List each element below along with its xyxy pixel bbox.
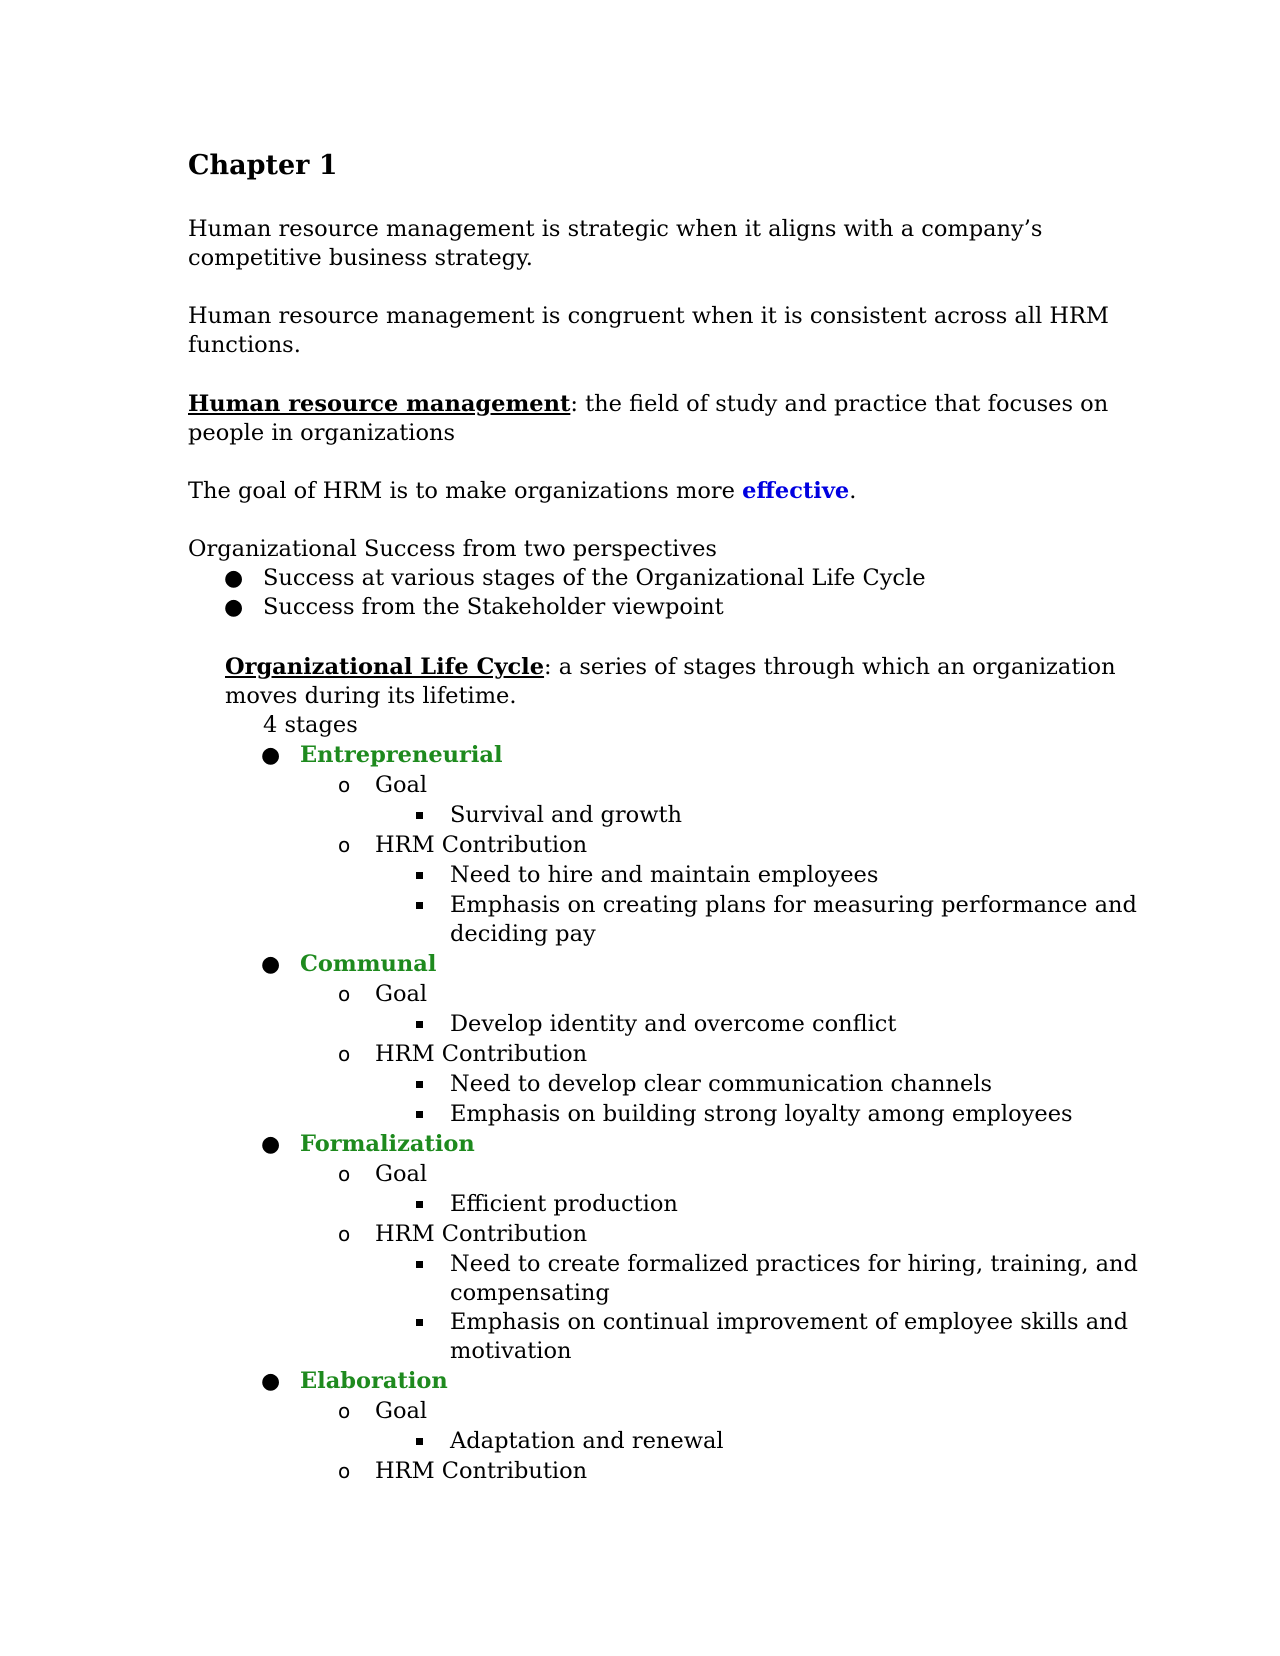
paragraph-strategic-line1: Human resource management is strategic when it aligns with a company’s xyxy=(188,216,1043,242)
bullet-square-icon xyxy=(416,1438,423,1445)
bullet-square-icon xyxy=(416,1201,423,1208)
bullet-circle-icon: o xyxy=(338,982,351,1006)
paragraph-strategic-line2: competitive business strategy. xyxy=(188,245,533,271)
stage-name: Entrepreneurial xyxy=(300,742,503,768)
hrm-item-continuation: deciding pay xyxy=(450,921,596,947)
hrm-item-continuation: compensating xyxy=(450,1280,610,1306)
bullet-square-icon xyxy=(416,872,423,879)
hrm-item: Emphasis on building strong loyalty among employees xyxy=(450,1101,1073,1127)
hrm-item: Need to develop clear communication channels xyxy=(450,1071,993,1097)
hrm-item: Need to hire and maintain employees xyxy=(450,862,879,888)
goal-text: Develop identity and overcome conflict xyxy=(450,1011,897,1037)
chapter-heading: Chapter 1 xyxy=(188,150,338,181)
bullet-square-icon xyxy=(416,902,423,909)
paragraph-congruent-line1: Human resource management is congruent when it is consistent across all HRM xyxy=(188,303,1109,329)
bullet-disc-icon: ● xyxy=(224,595,244,620)
goal-sentence xyxy=(188,477,856,506)
hrm-label: HRM Contribution xyxy=(375,832,588,858)
hrm-label: HRM Contribution xyxy=(375,1221,588,1247)
goal-text: Efficient production xyxy=(450,1191,678,1217)
hrm-item: Need to create formalized practices for hiring, training, and xyxy=(450,1251,1138,1277)
bullet-square-icon xyxy=(416,1111,423,1118)
bullet-circle-icon: o xyxy=(338,1162,351,1186)
bullet-disc-icon: ● xyxy=(224,566,244,591)
definition-term-olc: Organizational Life Cycle xyxy=(225,654,545,680)
bullet-circle-icon: o xyxy=(338,1399,351,1423)
bullet-disc-icon: ● xyxy=(261,1132,281,1157)
goal-label: Goal xyxy=(375,772,428,798)
success-item: Success at various stages of the Organizational Life Cycle xyxy=(263,565,926,591)
bullet-circle-icon: o xyxy=(338,773,351,797)
bullet-circle-icon: o xyxy=(338,1222,351,1246)
hrm-label: HRM Contribution xyxy=(375,1458,588,1484)
bullet-circle-icon: o xyxy=(338,1459,351,1483)
goal-highlight-word: effective xyxy=(742,478,850,504)
bullet-disc-icon: ● xyxy=(261,1369,281,1394)
bullet-disc-icon: ● xyxy=(261,952,281,977)
goal-sentence-suffix: . xyxy=(849,478,857,504)
goal-text: Survival and growth xyxy=(450,802,682,828)
stage-name: Elaboration xyxy=(300,1368,448,1394)
goal-text: Adaptation and renewal xyxy=(450,1428,724,1454)
bullet-square-icon xyxy=(416,812,423,819)
paragraph-congruent-line2: functions. xyxy=(188,332,301,358)
bullet-square-icon xyxy=(416,1261,423,1268)
goal-label: Goal xyxy=(375,1398,428,1424)
bullet-disc-icon: ● xyxy=(261,743,281,768)
definition-hrm-line2: people in organizations xyxy=(188,420,456,446)
bullet-circle-icon: o xyxy=(338,833,351,857)
bullet-circle-icon: o xyxy=(338,1042,351,1066)
definition-term-hrm: Human resource management xyxy=(188,391,571,417)
goal-sentence-prefix: The goal of HRM is to make organizations more xyxy=(188,478,743,504)
definition-text-olc: : a series of stages through which an organization xyxy=(544,654,1116,680)
goal-label: Goal xyxy=(375,981,428,1007)
success-intro: Organizational Success from two perspectives xyxy=(188,536,717,562)
hrm-item-continuation: motivation xyxy=(450,1338,572,1364)
definition-text-hrm: : the field of study and practice that focuses on xyxy=(570,391,1109,417)
stage-name: Formalization xyxy=(300,1131,475,1157)
goal-label: Goal xyxy=(375,1161,428,1187)
stages-count: 4 stages xyxy=(263,712,358,738)
bullet-square-icon xyxy=(416,1021,423,1028)
hrm-label: HRM Contribution xyxy=(375,1041,588,1067)
definition-olc-line2: moves during its lifetime. xyxy=(225,683,517,709)
definition-hrm-line1 xyxy=(188,390,1108,419)
stage-name: Communal xyxy=(300,951,437,977)
definition-olc-line1 xyxy=(225,653,1116,682)
success-item: Success from the Stakeholder viewpoint xyxy=(263,594,724,620)
hrm-item: Emphasis on continual improvement of employee skills and xyxy=(450,1309,1129,1335)
bullet-square-icon xyxy=(416,1319,423,1326)
bullet-square-icon xyxy=(416,1081,423,1088)
hrm-item: Emphasis on creating plans for measuring performance and xyxy=(450,892,1137,918)
